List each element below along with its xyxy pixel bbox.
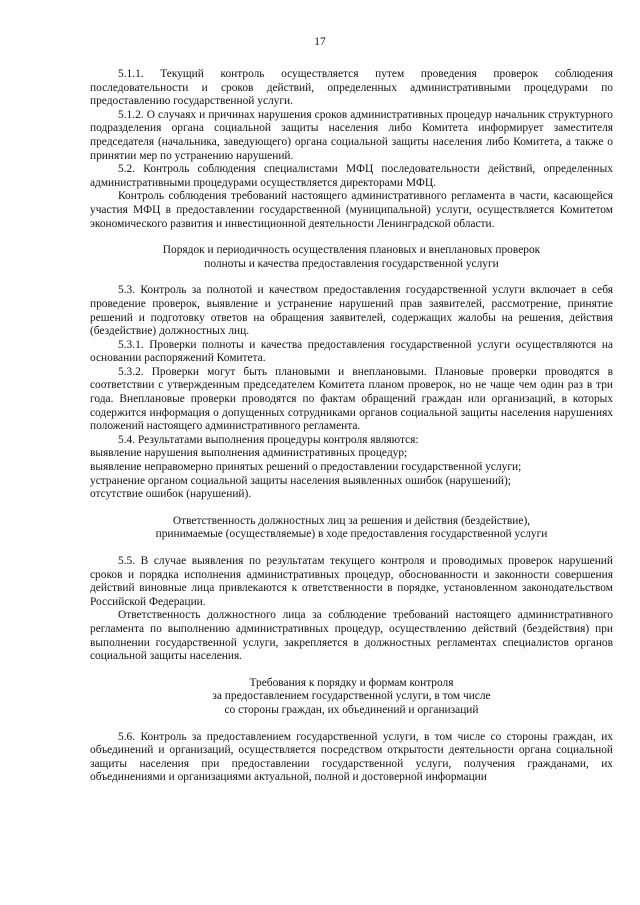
list-item: отсутствие ошибок (нарушений).: [90, 488, 252, 501]
list-item: устранение органом социальной защиты населения выявленных ошибок (нарушений);: [90, 474, 511, 487]
heading-line: Порядок и периодичность осуществления плановых и внеплановых проверок: [162, 244, 541, 257]
paragraph-mfc-control: Контроль соблюдения требований настоящего административного регламента в части, касающейся участия МФЦ в предоставлении государственной (муниципальной) услуги, осуществляется Комитетом экономического развития и инвестиционной деятельности Ленинградской области.: [90, 190, 613, 230]
heading-line: Ответственность должностных лиц за решения и действия (бездействие),: [172, 514, 531, 527]
heading-line: принимаемые (осуществляемые) в ходе предоставления государственной услуги: [155, 528, 548, 541]
heading-line: Требования к порядку и формам контроля: [249, 676, 454, 689]
section-heading-inspections: [90, 244, 613, 271]
paragraph-5-4: 5.4. Результатами выполнения процедуры контроля являются:: [118, 433, 419, 446]
paragraph-5-1-2: 5.1.2. О случаях и причинах нарушения сроков административных процедур начальник структурного подразделения органа социальной защиты населения либо Комитета информирует заместителя председателя (начальника, заведующего) органа социальной защиты населения либо Комитета, а также о принятии мер по устранению нарушений.: [90, 108, 613, 162]
paragraph-5-2: 5.2. Контроль соблюдения специалистами МФЦ последовательности действий, определенных административными процедурами осуществляется директорами МФЦ.: [90, 163, 613, 189]
section-heading-responsibility: [90, 515, 613, 542]
list-item: выявление неправомерно принятых решений о предоставлении государственной услуги;: [90, 461, 522, 474]
heading-line: полноты и качества предоставления государственной услуги: [204, 257, 499, 270]
document-body: [90, 68, 613, 785]
paragraph-5-6: 5.6. Контроль за предоставлением государственной услуги, в том числе со стороны граждан, их объединений и организаций, осуществляется посредством открытости деятельности органа социальной защиты населения при предоставлении государственной услуги, получения гражданами, их объединениями и организациями актуальной, полной и достоверной информации: [90, 730, 613, 784]
paragraph-5-3-2: 5.3.2. Проверки могут быть плановыми и внеплановыми. Плановые проверки проводятся в соответствии с утвержденным председателем Комитета планом проверок, но не чаще чем один раз в три года. Внеплановые проверки проводятся по фактам обращений граждан или организаций, в которых содержится информация о допущенных сотрудниками органов социальной защиты населения нарушениях положений настоящего административного регламента.: [90, 365, 613, 433]
paragraph-5-3: 5.3. Контроль за полнотой и качеством предоставления государственной услуги включает в себя проведение проверок, выявление и устранение нарушений прав заявителей, рассмотрение, принятие решений и подготовку ответов на обращения заявителей, содержащих жалобы на решения, действия (бездействие) должностных лиц.: [90, 284, 613, 338]
heading-line: со стороны граждан, их объединений и организаций: [224, 703, 479, 716]
section-heading-control-forms: [90, 677, 613, 718]
paragraph-responsibility: Ответственность должностного лица за соблюдение требований настоящего административного регламента по выполнению административных процедур, осуществлению действий (бездействия) при выполнении государственной услуги, закрепляется в должностных регламентах специалистов органов социальной защиты населения.: [90, 609, 613, 663]
page-number: 17: [314, 36, 326, 48]
paragraph-5-5: 5.5. В случае выявления по результатам текущего контроля и проводимых проверок нарушений сроков и порядка исполнения административных процедур, обоснованности и законности совершения действий виновные лица привлекаются к ответственности в порядке, установленном законодательством Российской Федерации.: [90, 555, 613, 608]
heading-line: за предоставлением государственной услуги, в том числе: [212, 690, 491, 703]
paragraph-5-3-1: 5.3.1. Проверки полноты и качества предоставления государственной услуги осуществляются на основании распоряжений Комитета.: [90, 338, 613, 365]
paragraph-5-1-1: 5.1.1. Текущий контроль осуществляется путем проведения проверок соблюдения последовательности и сроков действий, определенных административными процедурами по предоставлению государственной услуги.: [90, 68, 613, 108]
list-item: выявление нарушения выполнения административных процедур;: [90, 447, 408, 460]
